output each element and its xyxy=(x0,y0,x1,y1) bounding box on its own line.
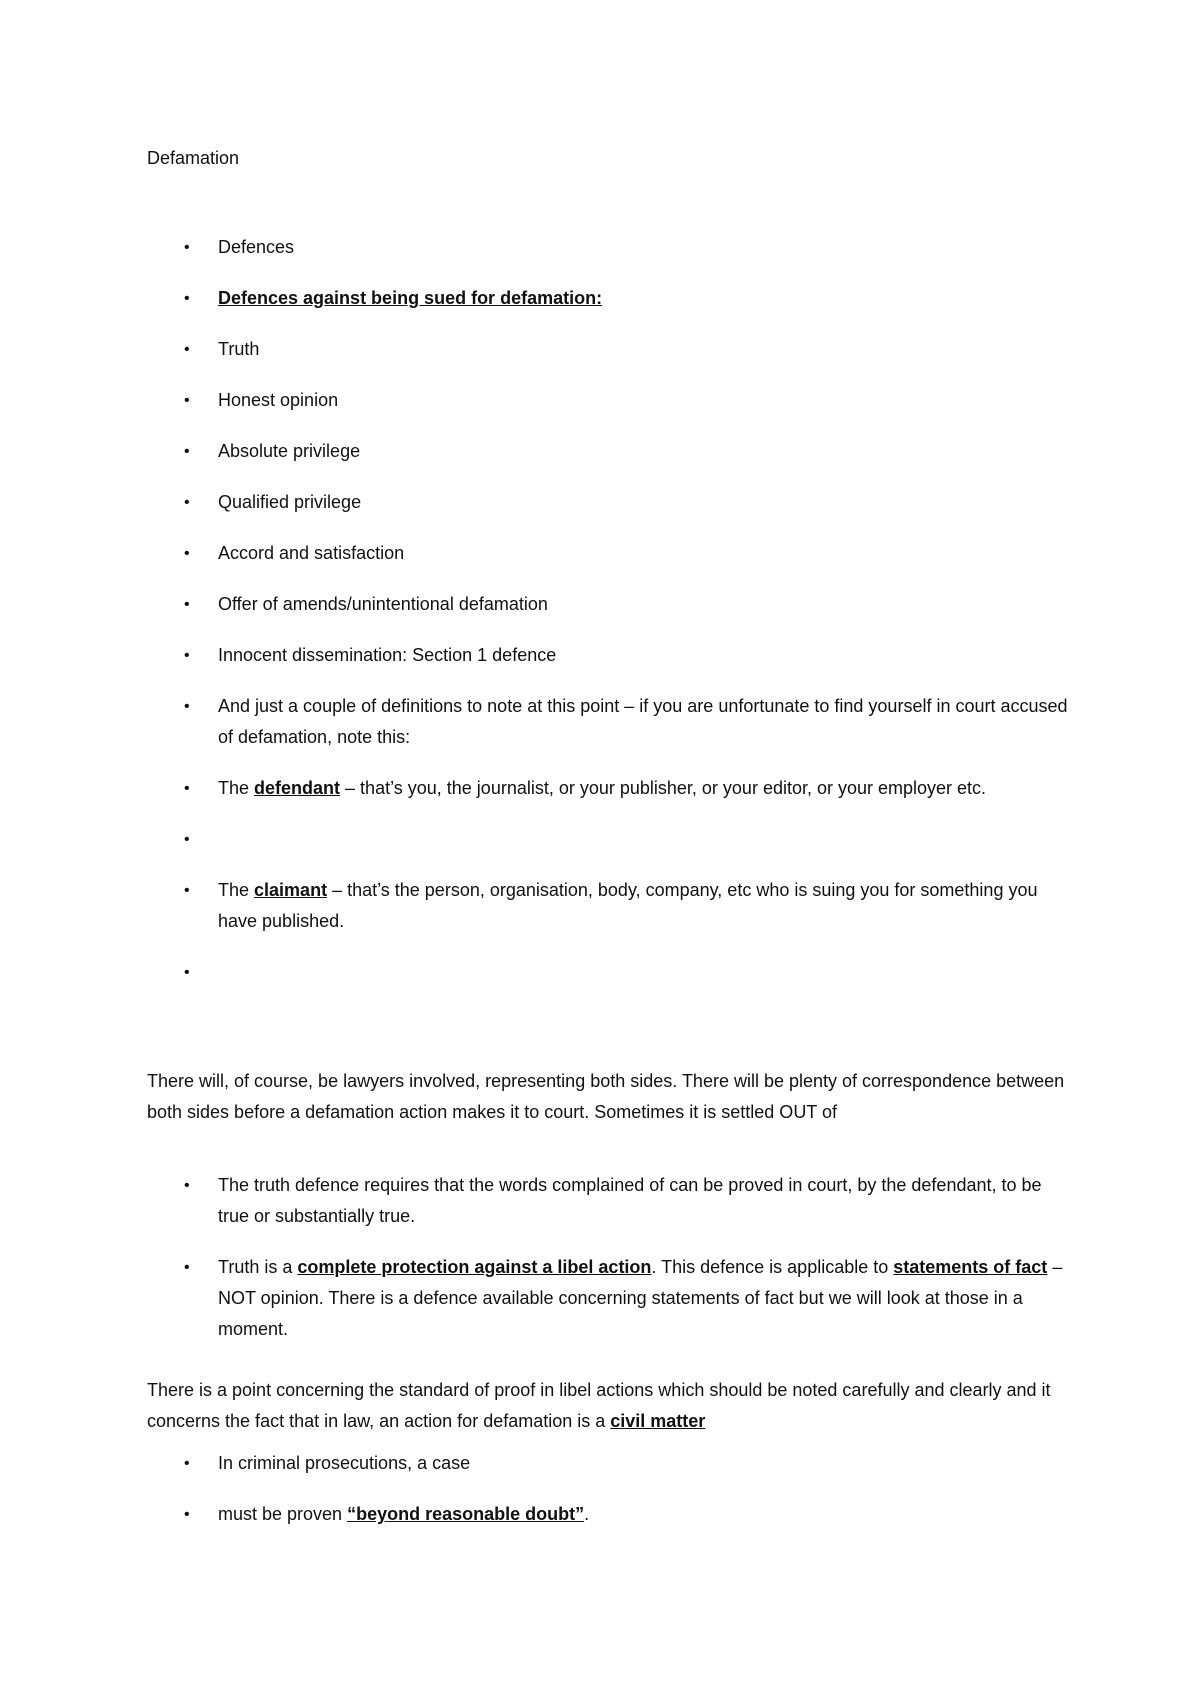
criminal-list xyxy=(0,1448,1200,1550)
complete-protection-term: complete protection against a libel action xyxy=(297,1257,652,1277)
proof-post: . xyxy=(584,1504,590,1524)
defendant-post: – that’s you, the journalist, or your publisher, or your editor, or your employer etc. xyxy=(340,778,987,798)
list-item-proof xyxy=(0,1499,1200,1530)
list-item-heading xyxy=(0,283,1200,314)
truth-list xyxy=(0,1170,1200,1365)
list-item: • Defences xyxy=(0,232,1200,263)
defendant-pre: The xyxy=(218,778,255,798)
standard-of-proof-paragraph xyxy=(147,1375,1077,1437)
list-item-empty xyxy=(0,957,1200,988)
list-item-defendant xyxy=(0,773,1200,804)
claimant-term: claimant xyxy=(254,880,328,900)
defences-heading: Defences against being sued for defamation: xyxy=(218,288,603,308)
proof-pre: must be proven xyxy=(218,1504,348,1524)
proof-text: There is a point concerning the standard of proof in libel actions which should be noted carefully and clearly and it concerns the fact that in law, an action for defamation is a xyxy=(147,1380,1051,1431)
claimant-post: – that’s the person, organisation, body, company, etc who is suing you for something you have published. xyxy=(218,880,1038,931)
list-item: • Absolute privilege xyxy=(0,436,1200,467)
list-item: • Offer of amends/unintentional defamation xyxy=(0,589,1200,620)
list-item: • And just a couple of definitions to note at this point – if you are unfortunate to find yourself in court accused of defamation, note this: xyxy=(0,691,1200,753)
defences-list xyxy=(0,232,1200,1008)
statements-of-fact-term: statements of fact xyxy=(893,1257,1048,1277)
beyond-reasonable-doubt-term: “beyond reasonable doubt” xyxy=(347,1504,585,1524)
list-item: • Truth xyxy=(0,334,1200,365)
claimant-pre: The xyxy=(218,880,255,900)
defendant-term: defendant xyxy=(254,778,341,798)
list-item-empty xyxy=(0,824,1200,855)
lawyers-paragraph: There will, of course, be lawyers involved, representing both sides. There will be plenty of correspondence between both sides before a defamation action makes it to court. Sometimes it is settled OUT of xyxy=(147,1071,1065,1122)
list-item: • Accord and satisfaction xyxy=(0,538,1200,569)
civil-matter-term: civil matter xyxy=(610,1411,706,1431)
list-item: • The truth defence requires that the words complained of can be proved in court, by the defendant, to be true or substantially true. xyxy=(0,1170,1200,1232)
truth-mid: . This defence is applicable to xyxy=(651,1257,894,1277)
list-item-claimant xyxy=(0,875,1200,937)
list-item: • Innocent dissemination: Section 1 defence xyxy=(0,640,1200,671)
list-item: • Honest opinion xyxy=(0,385,1200,416)
list-item: • In criminal prosecutions, a case xyxy=(0,1448,1200,1479)
list-item: • Qualified privilege xyxy=(0,487,1200,518)
truth-pre: Truth is a xyxy=(218,1257,298,1277)
truth-post: – NOT opinion. There is a defence available concerning statements of fact but we will look at those in a moment. xyxy=(218,1257,1063,1339)
list-item-truth xyxy=(0,1252,1200,1345)
document-title: Defamation xyxy=(147,148,240,168)
